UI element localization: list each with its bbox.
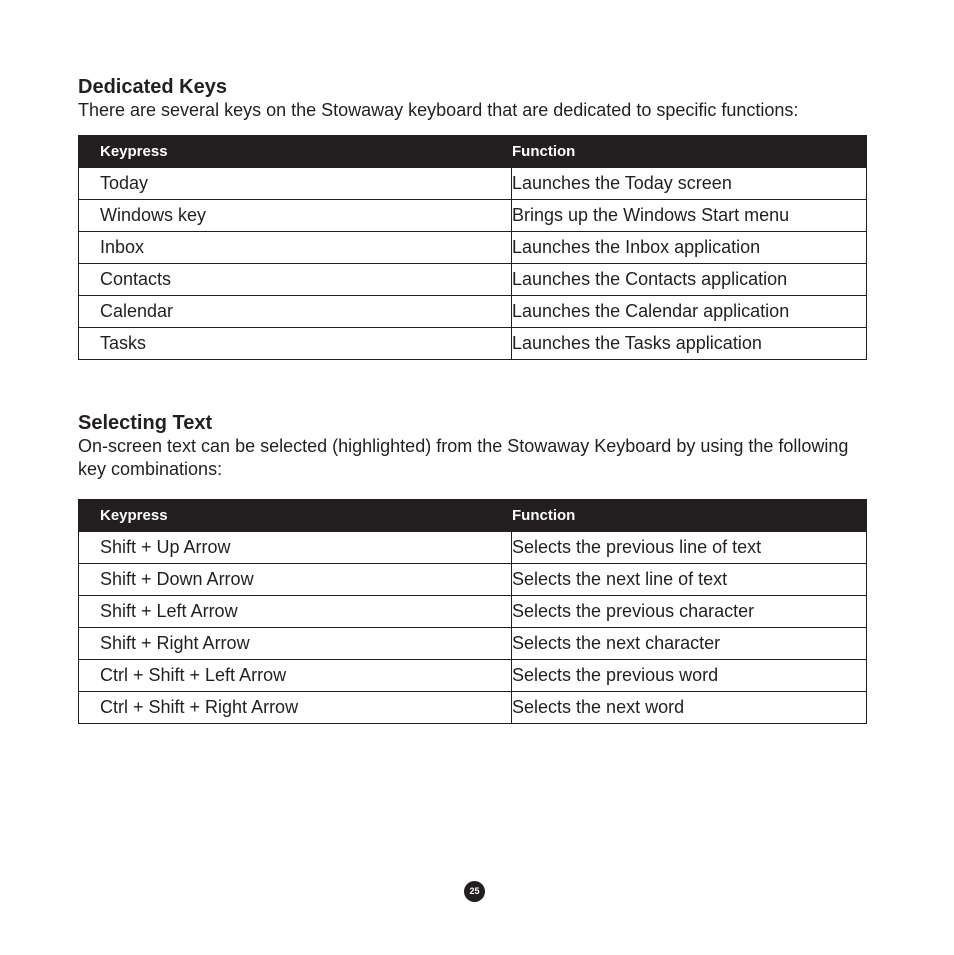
function-cell: Selects the next line of text [512,564,867,596]
table-row [79,328,867,360]
section-intro: There are several keys on the Stowaway keyboard that are dedicated to specific functions: [78,100,799,120]
dedicated-keys-table [78,135,867,360]
keypress-cell: Shift + Up Arrow [79,532,512,564]
keypress-cell: Calendar [79,296,512,328]
dedicated-keys-section [78,75,866,122]
function-cell: Selects the previous line of text [512,532,867,564]
function-cell: Launches the Today screen [512,168,867,200]
table-row [79,168,867,200]
function-cell: Launches the Calendar application [512,296,867,328]
function-cell: Brings up the Windows Start menu [512,200,867,232]
table-row [79,232,867,264]
keypress-column-header: Keypress [79,500,512,532]
function-cell: Selects the next character [512,628,867,660]
function-cell: Selects the previous word [512,660,867,692]
keypress-cell: Shift + Down Arrow [79,564,512,596]
table-row [79,200,867,232]
function-cell: Launches the Contacts application [512,264,867,296]
table-row [79,660,867,692]
keypress-cell: Ctrl + Shift + Right Arrow [79,692,512,724]
table-header-row [79,500,867,532]
keypress-cell: Contacts [79,264,512,296]
keypress-cell: Tasks [79,328,512,360]
function-column-header: Function [512,500,867,532]
section-title: Dedicated Keys [78,76,227,98]
selecting-text-table [78,499,867,724]
table-row [79,532,867,564]
table-row [79,628,867,660]
table-header-row [79,136,867,168]
table-row [79,692,867,724]
page-number-badge: 25 [464,881,485,902]
keypress-cell: Windows key [79,200,512,232]
section-intro: On-screen text can be selected (highlighted) from the Stowaway Keyboard by using the following key combinations: [78,436,849,479]
table-row [79,264,867,296]
keypress-cell: Shift + Right Arrow [79,628,512,660]
table-row [79,564,867,596]
function-cell: Selects the previous character [512,596,867,628]
table-row [79,596,867,628]
keypress-cell: Ctrl + Shift + Left Arrow [79,660,512,692]
function-cell: Launches the Tasks application [512,328,867,360]
keypress-cell: Inbox [79,232,512,264]
keypress-cell: Today [79,168,512,200]
selecting-text-section [78,411,866,481]
function-cell: Selects the next word [512,692,867,724]
keypress-cell: Shift + Left Arrow [79,596,512,628]
table-row [79,296,867,328]
function-column-header: Function [512,136,867,168]
function-cell: Launches the Inbox application [512,232,867,264]
section-title: Selecting Text [78,412,213,434]
keypress-column-header: Keypress [79,136,512,168]
